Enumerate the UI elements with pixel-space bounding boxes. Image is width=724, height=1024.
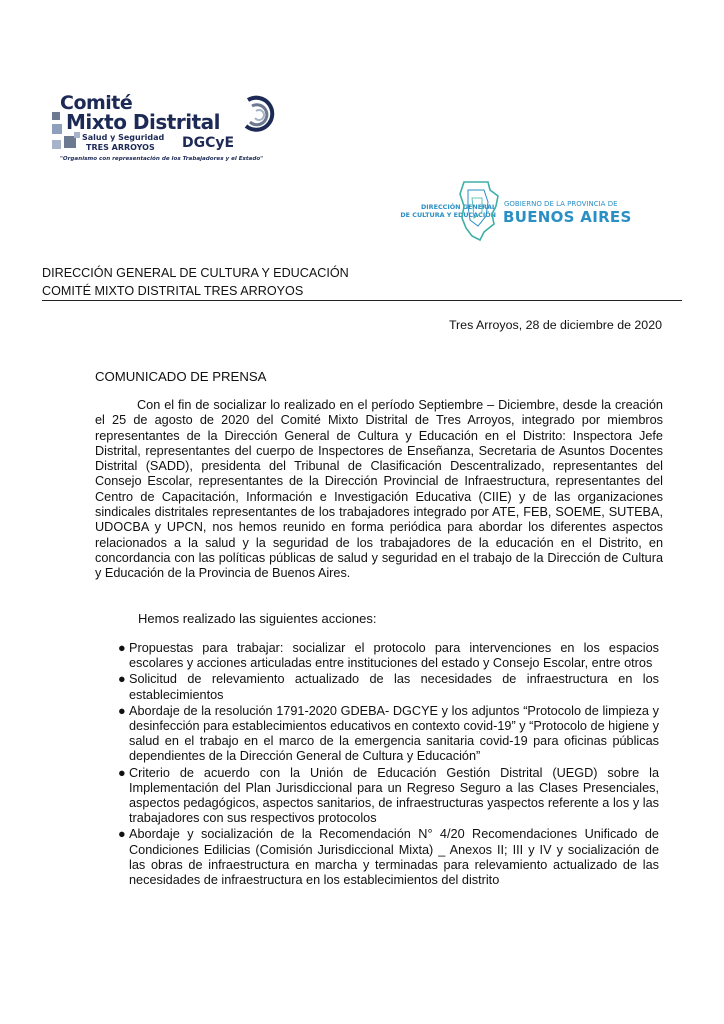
- logo-square: [52, 112, 60, 120]
- actions-intro: Hemos realizado las siguientes acciones:: [138, 611, 377, 626]
- logo-location: TRES ARROYOS: [86, 143, 155, 152]
- actions-list: [119, 641, 659, 889]
- body-paragraph: Con el fin de socializar lo realizado en el período Septiembre – Diciembre, desde la creación el 25 de agosto de 2020 del Comité Mixto Distrital de Tres Arroyos, integrado por miembros representantes de la Dirección General de Cultura y Educación en el Distrito: Inspectora Jefe Distrital, representantes del cuerpo de Inspectores de Enseñanza, Secretaria de Asuntos Docentes Distrital (SADD), presidenta del Tribunal de Clasificación Descentralizado, representantes del Consejo Escolar, representantes de la Dirección Provincial de Infraestructura, representantes del Centro de Capacitación, Información e Investigación Educativa (CIIE) y de las organizaciones sindicales distritales representantes de los trabajadores integrado por ATE, FEB, SOEME, SUTEBA, UDOCBA y UPCN, nos hemos reunido en forma periódica para abordar los diferentes aspectos relacionados a la salud y la seguridad de los trabajadores de la educación en el Distrito, en concordancia con las políticas públicas de salud y seguridad en el trabajo de la Dirección de Cultura y Educación de la Provincia de Buenos Aires.: [95, 398, 663, 581]
- comite-swirl-icon: [242, 94, 276, 134]
- buenos-aires-map-icon: [458, 180, 500, 242]
- header-divider: [42, 300, 682, 301]
- bullet-icon: ●: [118, 641, 126, 655]
- list-item: [119, 641, 659, 671]
- document-date: Tres Arroyos, 28 de diciembre de 2020: [448, 318, 662, 332]
- list-item: [119, 827, 659, 888]
- logo-dg-line2: DE CULTURA Y EDUCACIÓN: [400, 211, 496, 219]
- logo-dg-line1: DIRECCIÓN GENERAL: [421, 203, 496, 211]
- bullet-icon: ●: [118, 827, 126, 842]
- action-text: Propuestas para trabajar: socializar el protocolo para intervenciones en los espacios escolares y acciones articuladas entre instituciones del estado y Consejo Escolar, entre otros: [129, 641, 659, 671]
- bullet-icon: ●: [118, 765, 126, 780]
- header-line2: COMITÉ MIXTO DISTRITAL TRES ARROYOS: [42, 284, 304, 298]
- list-item: [119, 672, 659, 702]
- list-item: [119, 704, 659, 765]
- provincia-logo: [362, 180, 662, 242]
- action-text: Solicitud de relevamiento actualizado de las necesidades de infraestructura en los establecimientos: [129, 672, 659, 702]
- action-text: Abordaje y socialización de la Recomendación N° 4/20 Recomendaciones Unificado de Condiciones Edilicias (Comisión Jurisdiccional Mixta) _ Anexos II; III y IV y socialización de las obras de infraestructura en marcha y terminadas para relevamiento actualizado de las necesidades de infraestructura en los establecimientos del distrito: [129, 827, 659, 888]
- action-text: Abordaje de la resolución 1791-2020 GDEBA- DGCYE y los adjuntos “Protocolo de limpieza y desinfección para establecimientos educativos en contexto covid-19” y “Protocolo de higiene y salud en el trabajo en el marco de la emergencia sanitaria covid-19 para oficinas públicas dependientes de la Dirección General de Cultura y Educación”: [129, 703, 659, 764]
- comite-mixto-logo: [52, 88, 282, 178]
- bullet-icon: ●: [118, 672, 126, 687]
- logo-title-line2: Mixto Distrital: [66, 110, 220, 134]
- logo-brand: DGCyE: [182, 135, 235, 151]
- logo-motto: "Organismo con representación de los Trabajadores y el Estado": [60, 156, 264, 162]
- logo-square: [52, 124, 62, 134]
- action-text: Criterio de acuerdo con la Unión de Educación Gestión Distrital (UEGD) sobre la Implementación del Plan Jurisdiccional para un Regreso Seguro a las Clases Presenciales, aspectos pedagógicos, aspectos sanitarios, de infraestructuras yaspectos referente a los y las trabajadores con sus respectivos protocolos: [129, 765, 659, 826]
- bullet-icon: ●: [118, 703, 126, 718]
- logo-title-line1: Comité: [60, 92, 133, 114]
- press-release-title: COMUNICADO DE PRENSA: [95, 369, 267, 384]
- header-line1: DIRECCIÓN GENERAL DE CULTURA Y EDUCACIÓN: [42, 266, 349, 280]
- list-item: [119, 766, 659, 827]
- logo-square: [52, 140, 61, 149]
- logo-province-name: BUENOS AIRES: [503, 208, 632, 226]
- logo-gov-line: GOBIERNO DE LA PROVINCIA DE: [504, 200, 618, 208]
- logo-subtitle: Salud y Seguridad: [82, 133, 165, 142]
